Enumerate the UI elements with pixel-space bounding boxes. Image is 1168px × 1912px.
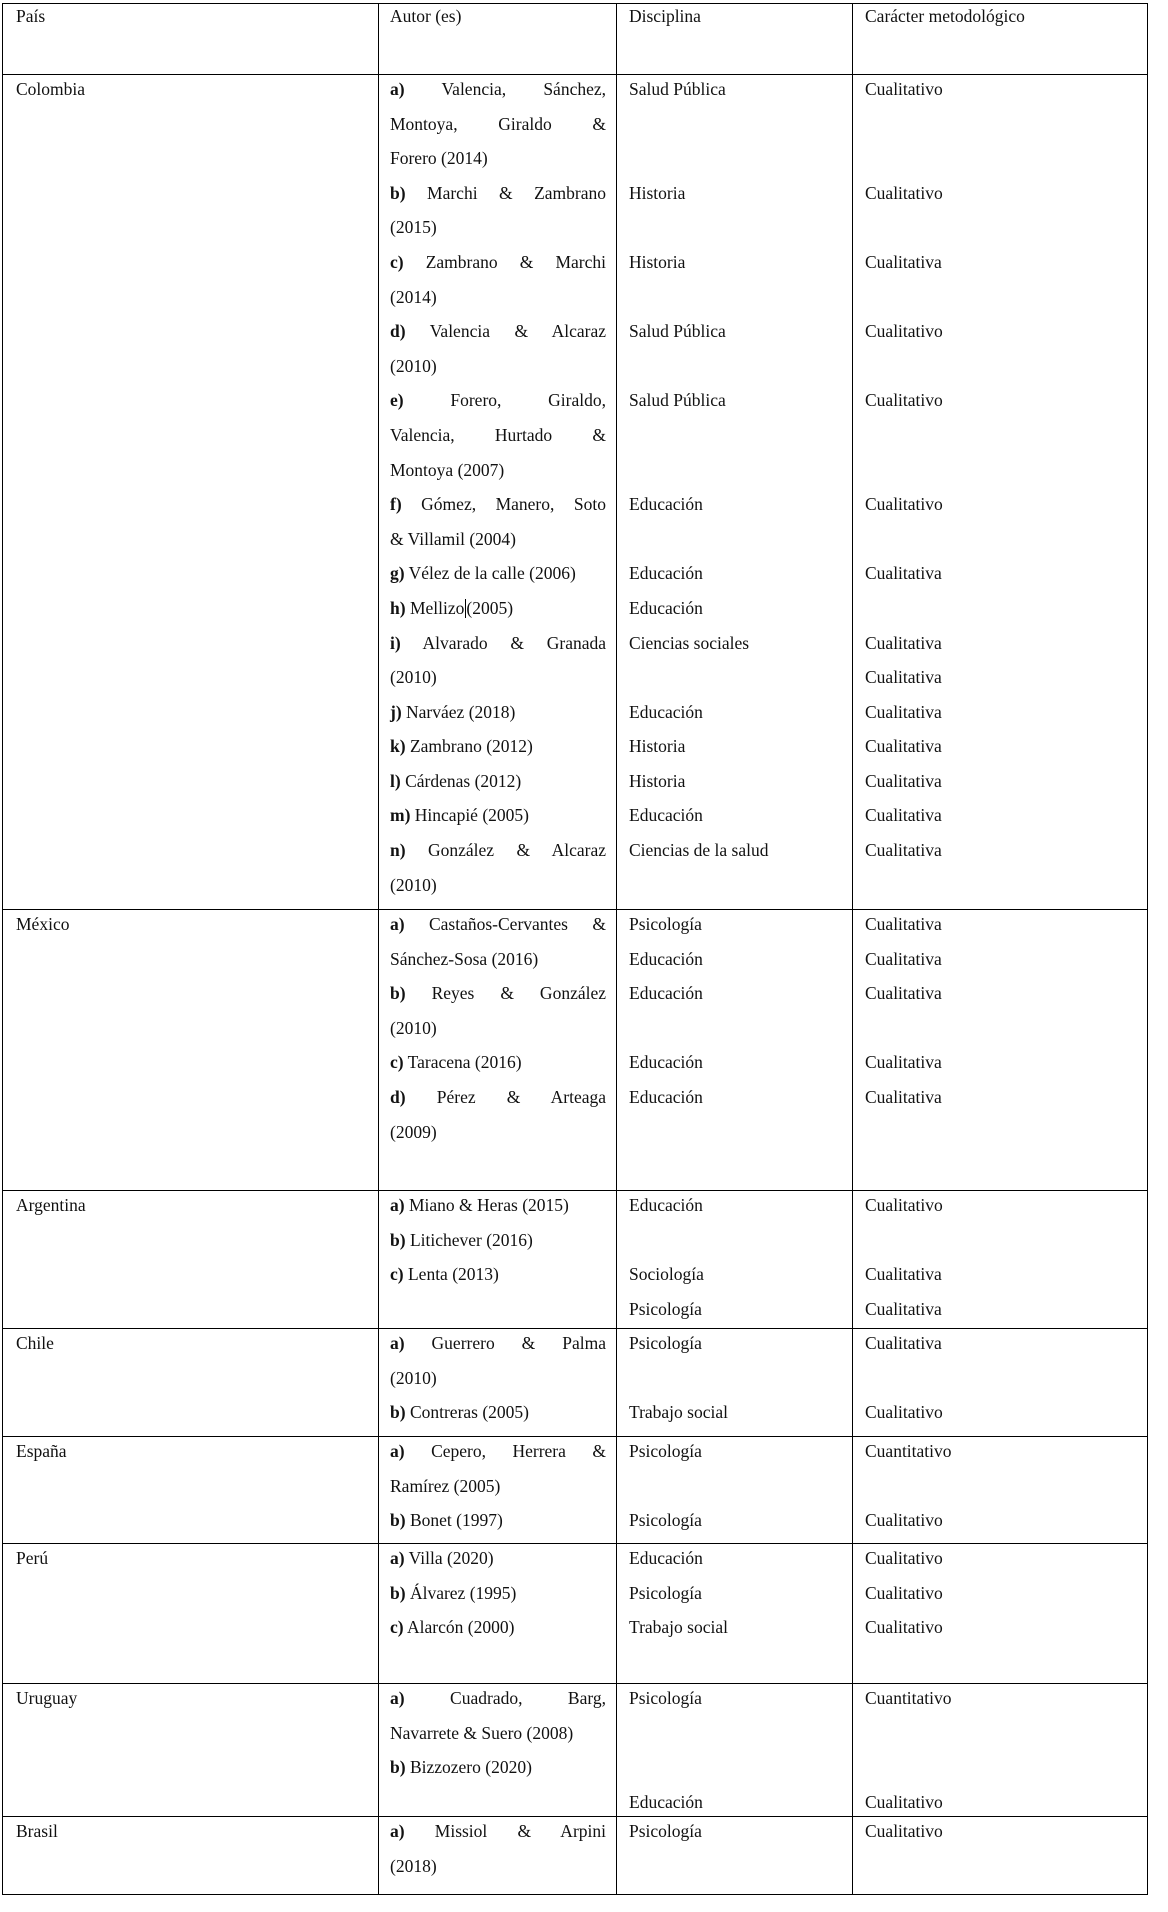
author-text: Alarcón (2000) <box>407 1617 515 1638</box>
author-text: (2015) <box>390 217 437 238</box>
authors-cell <box>378 75 616 909</box>
blank-line <box>865 144 1147 179</box>
method-value: Cualitativa <box>865 251 942 272</box>
author-entry-continuation <box>390 213 606 248</box>
blank-line <box>865 1364 1147 1399</box>
author-label: a) <box>390 1441 405 1461</box>
author-text: Pérez & Arteaga <box>436 1086 606 1107</box>
country-name: España <box>16 1441 67 1461</box>
author-entry-continuation <box>390 110 606 145</box>
discipline-value: Sociología <box>629 1264 704 1285</box>
author-text: (2009) <box>390 1121 437 1142</box>
author-entry <box>390 979 606 1014</box>
method-value: Cualitativa <box>865 1052 942 1073</box>
author-entry-continuation <box>390 871 606 906</box>
discipline-value: Psicología <box>629 1688 702 1708</box>
author-label: b) <box>390 1510 406 1531</box>
blank-line <box>865 1719 1147 1754</box>
method-value: Cualitativa <box>865 840 942 861</box>
author-text: Vélez de la calle (2006) <box>408 563 576 584</box>
author-entry <box>390 594 606 629</box>
discipline-value: Psicología <box>629 1582 702 1603</box>
method-value: Cualitativa <box>865 1086 942 1107</box>
table-row <box>2 909 1148 1190</box>
author-text: (2014) <box>390 286 437 307</box>
authors-cell <box>378 1437 616 1543</box>
discipline-value: Educación <box>629 1086 703 1107</box>
blank-line <box>629 1753 852 1788</box>
table-header-row <box>2 3 1148 74</box>
author-entry-continuation <box>390 1118 606 1153</box>
author-text: Montoya (2007) <box>390 459 505 480</box>
blank-line <box>629 456 852 491</box>
method-value: Cualitativo <box>865 390 943 411</box>
header-caracter: Carácter metodológico <box>865 6 1025 26</box>
author-text: González & Alcaraz <box>428 840 606 861</box>
author-entry <box>390 1544 606 1579</box>
method-value: Cualitativo <box>865 494 943 515</box>
discipline-value: Psicología <box>629 1298 702 1319</box>
author-entry <box>390 629 606 664</box>
author-entry <box>390 1398 606 1433</box>
blank-line <box>629 352 852 387</box>
discipline-value: Ciencias sociales <box>629 632 750 653</box>
author-label: b) <box>390 182 406 203</box>
method-value: Cualitativa <box>865 1264 942 1285</box>
blank-line <box>865 213 1147 248</box>
author-label: a) <box>390 1688 405 1708</box>
blank-line <box>629 213 852 248</box>
method-value: Cualitativa <box>865 563 942 584</box>
author-text: Gómez, Manero, Soto <box>421 494 606 515</box>
author-text: (2010) <box>390 1367 437 1388</box>
method-cell <box>852 1437 1148 1543</box>
author-label: b) <box>390 1582 406 1603</box>
author-entry-continuation <box>390 525 606 560</box>
discipline-value: Psicología <box>629 1821 702 1841</box>
author-entry <box>390 836 606 871</box>
discipline-value: Psicología <box>629 1441 702 1461</box>
country-name: Uruguay <box>16 1688 78 1708</box>
method-value: Cualitativo <box>865 1548 943 1568</box>
author-entry <box>390 1083 606 1118</box>
author-entry <box>390 490 606 525</box>
header-pais: País <box>16 6 46 26</box>
author-entry <box>390 1329 606 1364</box>
method-value: Cualitativo <box>865 1510 943 1531</box>
author-entry <box>390 1684 606 1719</box>
author-entry-continuation <box>390 1014 606 1049</box>
country-name: México <box>16 914 70 934</box>
discipline-cell <box>616 1329 852 1436</box>
author-text: Narváez (2018) <box>406 701 516 722</box>
blank-line <box>865 352 1147 387</box>
author-text: (2010) <box>390 667 437 688</box>
method-value: Cualitativo <box>865 1821 943 1841</box>
method-value: Cualitativo <box>865 321 943 342</box>
author-label: b) <box>390 1757 406 1778</box>
author-text: (2010) <box>390 1017 437 1038</box>
discipline-value: Psicología <box>629 1510 702 1531</box>
method-value: Cualitativa <box>865 701 942 722</box>
discipline-value: Educación <box>629 1548 703 1568</box>
author-label: m) <box>390 805 411 826</box>
method-value: Cualitativo <box>865 1195 943 1215</box>
table-row <box>2 1190 1148 1328</box>
table-row <box>2 1683 1148 1816</box>
method-value: Cualitativa <box>865 983 942 1004</box>
author-label: a) <box>390 1548 405 1568</box>
author-text: Miano & Heras (2015) <box>408 1195 569 1215</box>
discipline-value: Educación <box>629 494 703 515</box>
country-cell <box>2 75 378 909</box>
author-entry <box>390 801 606 836</box>
discipline-value: Educación <box>629 701 703 722</box>
author-label: f) <box>390 494 402 515</box>
author-label: l) <box>390 770 401 791</box>
author-entry <box>390 75 606 110</box>
author-entry <box>390 767 606 802</box>
header-cell-caracter <box>852 4 1148 74</box>
method-value: Cualitativo <box>865 1617 943 1638</box>
author-label: k) <box>390 736 406 757</box>
author-entry <box>390 179 606 214</box>
author-label: e) <box>390 390 404 411</box>
blank-line <box>865 1014 1147 1049</box>
author-entry-continuation <box>390 1719 606 1754</box>
blank-line <box>865 1753 1147 1788</box>
discipline-value: Ciencias de la salud <box>629 840 769 861</box>
author-entry <box>390 248 606 283</box>
discipline-cell <box>616 910 852 1190</box>
author-entry <box>390 1817 606 1852</box>
author-label: a) <box>390 79 405 99</box>
discipline-value: Educación <box>629 805 703 826</box>
method-cell <box>852 910 1148 1190</box>
author-text: Forero, Giraldo, <box>450 390 606 411</box>
discipline-value: Historia <box>629 251 686 272</box>
blank-line <box>629 525 852 560</box>
blank-line <box>629 663 852 698</box>
method-value: Cualitativa <box>865 805 942 826</box>
table-row <box>2 1328 1148 1436</box>
country-name: Chile <box>16 1333 54 1353</box>
author-text: Taracena (2016) <box>407 1052 522 1073</box>
header-cell-pais <box>2 4 378 74</box>
discipline-value: Trabajo social <box>629 1402 728 1423</box>
author-entry-continuation <box>390 421 606 456</box>
author-text: Alvarado & Granada <box>422 632 606 653</box>
blank-line <box>865 456 1147 491</box>
author-text: Lenta (2013) <box>407 1264 499 1285</box>
author-label: c) <box>390 1052 404 1073</box>
author-entry <box>390 1753 606 1788</box>
method-value: Cualitativo <box>865 1402 943 1423</box>
author-text: & Villamil (2004) <box>390 528 516 549</box>
method-value: Cualitativo <box>865 1582 943 1603</box>
table-row <box>2 1816 1148 1895</box>
author-text: Valencia, Hurtado & <box>390 424 606 445</box>
author-text: Ramírez (2005) <box>390 1475 501 1496</box>
author-text: Guerrero & Palma <box>431 1333 606 1353</box>
method-value: Cualitativo <box>865 1791 943 1812</box>
discipline-cell <box>616 1544 852 1683</box>
country-name: Argentina <box>16 1195 86 1215</box>
country-name: Brasil <box>16 1821 58 1841</box>
discipline-value: Salud Pública <box>629 321 726 342</box>
blank-line <box>629 1226 852 1261</box>
author-label: g) <box>390 563 405 584</box>
discipline-cell <box>616 1684 852 1816</box>
method-value: Cualitativa <box>865 1333 942 1353</box>
country-cell <box>2 910 378 1190</box>
discipline-value: Educación <box>629 1791 703 1812</box>
method-cell <box>852 1191 1148 1328</box>
blank-line <box>629 421 852 456</box>
method-cell <box>852 1329 1148 1436</box>
author-label: a) <box>390 1821 405 1841</box>
author-text: Contreras (2005) <box>409 1402 530 1423</box>
method-cell <box>852 1817 1148 1894</box>
method-value: Cuantitativo <box>865 1688 952 1708</box>
author-text: Zambrano (2012) <box>409 736 533 757</box>
discipline-value: Salud Pública <box>629 390 726 411</box>
author-text: Álvarez (1995) <box>409 1582 517 1603</box>
author-text: Navarrete & Suero (2008) <box>390 1722 574 1743</box>
authors-cell <box>378 1684 616 1816</box>
table-row <box>2 1436 1148 1543</box>
discipline-value: Educación <box>629 597 703 618</box>
author-entry <box>390 317 606 352</box>
author-text: Valencia, Sánchez, <box>441 79 606 99</box>
author-text: Sánchez-Sosa (2016) <box>390 948 539 969</box>
author-text: Zambrano & Marchi <box>425 251 606 272</box>
header-disciplina: Disciplina <box>629 6 701 26</box>
header-cell-disciplina <box>616 4 852 74</box>
author-entry-continuation <box>390 1852 606 1887</box>
blank-line <box>629 110 852 145</box>
author-text: Cuadrado, Barg, <box>450 1688 606 1708</box>
author-text: Castaños-Cervantes & <box>428 914 606 934</box>
author-label: i) <box>390 632 401 653</box>
author-text: Cepero, Herrera & <box>431 1441 606 1461</box>
author-text: Villa (2020) <box>408 1548 494 1568</box>
author-text: Missiol & Arpini <box>434 1821 606 1841</box>
author-text: Cárdenas (2012) <box>405 770 522 791</box>
discipline-value: Salud Pública <box>629 79 726 99</box>
method-cell <box>852 75 1148 909</box>
table-row <box>2 1543 1148 1683</box>
author-entry-continuation <box>390 1472 606 1507</box>
discipline-cell <box>616 1191 852 1328</box>
authors-cell <box>378 1191 616 1328</box>
discipline-value: Historia <box>629 770 686 791</box>
author-text: Reyes & González <box>431 983 606 1004</box>
authors-cell <box>378 1817 616 1894</box>
blank-line <box>629 1014 852 1049</box>
author-label: b) <box>390 983 406 1004</box>
author-label: n) <box>390 840 406 861</box>
blank-line <box>629 1719 852 1754</box>
discipline-value: Psicología <box>629 914 702 934</box>
method-cell <box>852 1684 1148 1816</box>
author-entry-continuation <box>390 456 606 491</box>
author-entry <box>390 1613 606 1648</box>
discipline-value: Psicología <box>629 1333 702 1353</box>
author-text: (2005) <box>466 597 514 618</box>
author-text: Bonet (1997) <box>409 1510 503 1531</box>
author-label: c) <box>390 1264 404 1285</box>
method-value: Cualitativa <box>865 914 942 934</box>
country-cell <box>2 1437 378 1543</box>
country-name: Colombia <box>16 79 86 99</box>
country-cell <box>2 1544 378 1683</box>
author-entry <box>390 559 606 594</box>
country-cell <box>2 1329 378 1436</box>
author-label: d) <box>390 1086 406 1107</box>
discipline-cell <box>616 1817 852 1894</box>
blank-line <box>865 110 1147 145</box>
country-name: Perú <box>16 1548 49 1568</box>
method-value: Cualitativo <box>865 182 943 203</box>
author-label: b) <box>390 1402 406 1423</box>
author-text: (2010) <box>390 355 437 376</box>
author-entry <box>390 910 606 945</box>
author-label: a) <box>390 1195 405 1215</box>
blank-line <box>865 1472 1147 1507</box>
blank-line <box>865 525 1147 560</box>
method-value: Cuantitativo <box>865 1441 952 1461</box>
blank-line <box>629 1472 852 1507</box>
method-value: Cualitativa <box>865 632 942 653</box>
header-cell-autores <box>378 4 616 74</box>
authors-cell <box>378 1329 616 1436</box>
country-cell <box>2 1817 378 1894</box>
method-value: Cualitativa <box>865 770 942 791</box>
method-value: Cualitativa <box>865 1298 942 1319</box>
blank-line <box>629 144 852 179</box>
discipline-cell <box>616 75 852 909</box>
discipline-value: Trabajo social <box>629 1617 728 1638</box>
method-value: Cualitativa <box>865 948 942 969</box>
blank-line <box>629 1364 852 1399</box>
author-label: c) <box>390 251 404 272</box>
author-entry-continuation <box>390 144 606 179</box>
author-label: b) <box>390 1229 406 1250</box>
blank-line <box>865 421 1147 456</box>
method-value: Cualitativa <box>865 736 942 757</box>
author-entry-continuation <box>390 352 606 387</box>
table-row <box>2 74 1148 909</box>
author-entry-continuation <box>390 663 606 698</box>
method-value: Cualitativo <box>865 79 943 99</box>
author-text: Bizzozero (2020) <box>409 1757 532 1778</box>
author-text: Marchi & Zambrano <box>427 182 606 203</box>
author-entry <box>390 1437 606 1472</box>
discipline-value: Educación <box>629 948 703 969</box>
author-entry <box>390 386 606 421</box>
blank-line <box>865 1226 1147 1261</box>
author-entry <box>390 1260 606 1295</box>
author-entry <box>390 1506 606 1541</box>
discipline-value: Educación <box>629 1195 703 1215</box>
blank-line <box>629 283 852 318</box>
author-text: Litichever (2016) <box>409 1229 533 1250</box>
author-text: Valencia & Alcaraz <box>429 321 606 342</box>
author-entry-continuation <box>390 283 606 318</box>
author-text: (2018) <box>390 1855 437 1876</box>
discipline-value: Educación <box>629 1052 703 1073</box>
author-entry <box>390 732 606 767</box>
discipline-cell <box>616 1437 852 1543</box>
method-value: Cualitativa <box>865 667 942 688</box>
discipline-value: Educación <box>629 983 703 1004</box>
author-entry-continuation <box>390 1364 606 1399</box>
author-label: c) <box>390 1617 404 1638</box>
authors-cell <box>378 910 616 1190</box>
author-entry <box>390 698 606 733</box>
author-entry-continuation <box>390 945 606 980</box>
author-text: (2010) <box>390 874 437 895</box>
discipline-value: Historia <box>629 736 686 757</box>
discipline-value: Educación <box>629 563 703 584</box>
author-label: a) <box>390 914 405 934</box>
author-label: a) <box>390 1333 405 1353</box>
author-entry <box>390 1226 606 1261</box>
author-entry <box>390 1191 606 1226</box>
author-entry <box>390 1579 606 1614</box>
header-autores: Autor (es) <box>390 6 462 26</box>
author-label: d) <box>390 321 406 342</box>
discipline-value: Historia <box>629 182 686 203</box>
author-text: Montoya, Giraldo & <box>390 113 606 134</box>
method-cell <box>852 1544 1148 1683</box>
author-text: Mellizo <box>409 597 465 618</box>
country-cell <box>2 1684 378 1816</box>
author-text: Hincapié (2005) <box>414 805 529 826</box>
author-label: j) <box>390 701 402 722</box>
authors-cell <box>378 1544 616 1683</box>
author-entry <box>390 1048 606 1083</box>
country-cell <box>2 1191 378 1328</box>
author-text: Forero (2014) <box>390 148 488 169</box>
blank-line <box>865 594 1147 629</box>
blank-line <box>865 283 1147 318</box>
studies-table <box>2 3 1148 1895</box>
author-label: h) <box>390 597 406 618</box>
